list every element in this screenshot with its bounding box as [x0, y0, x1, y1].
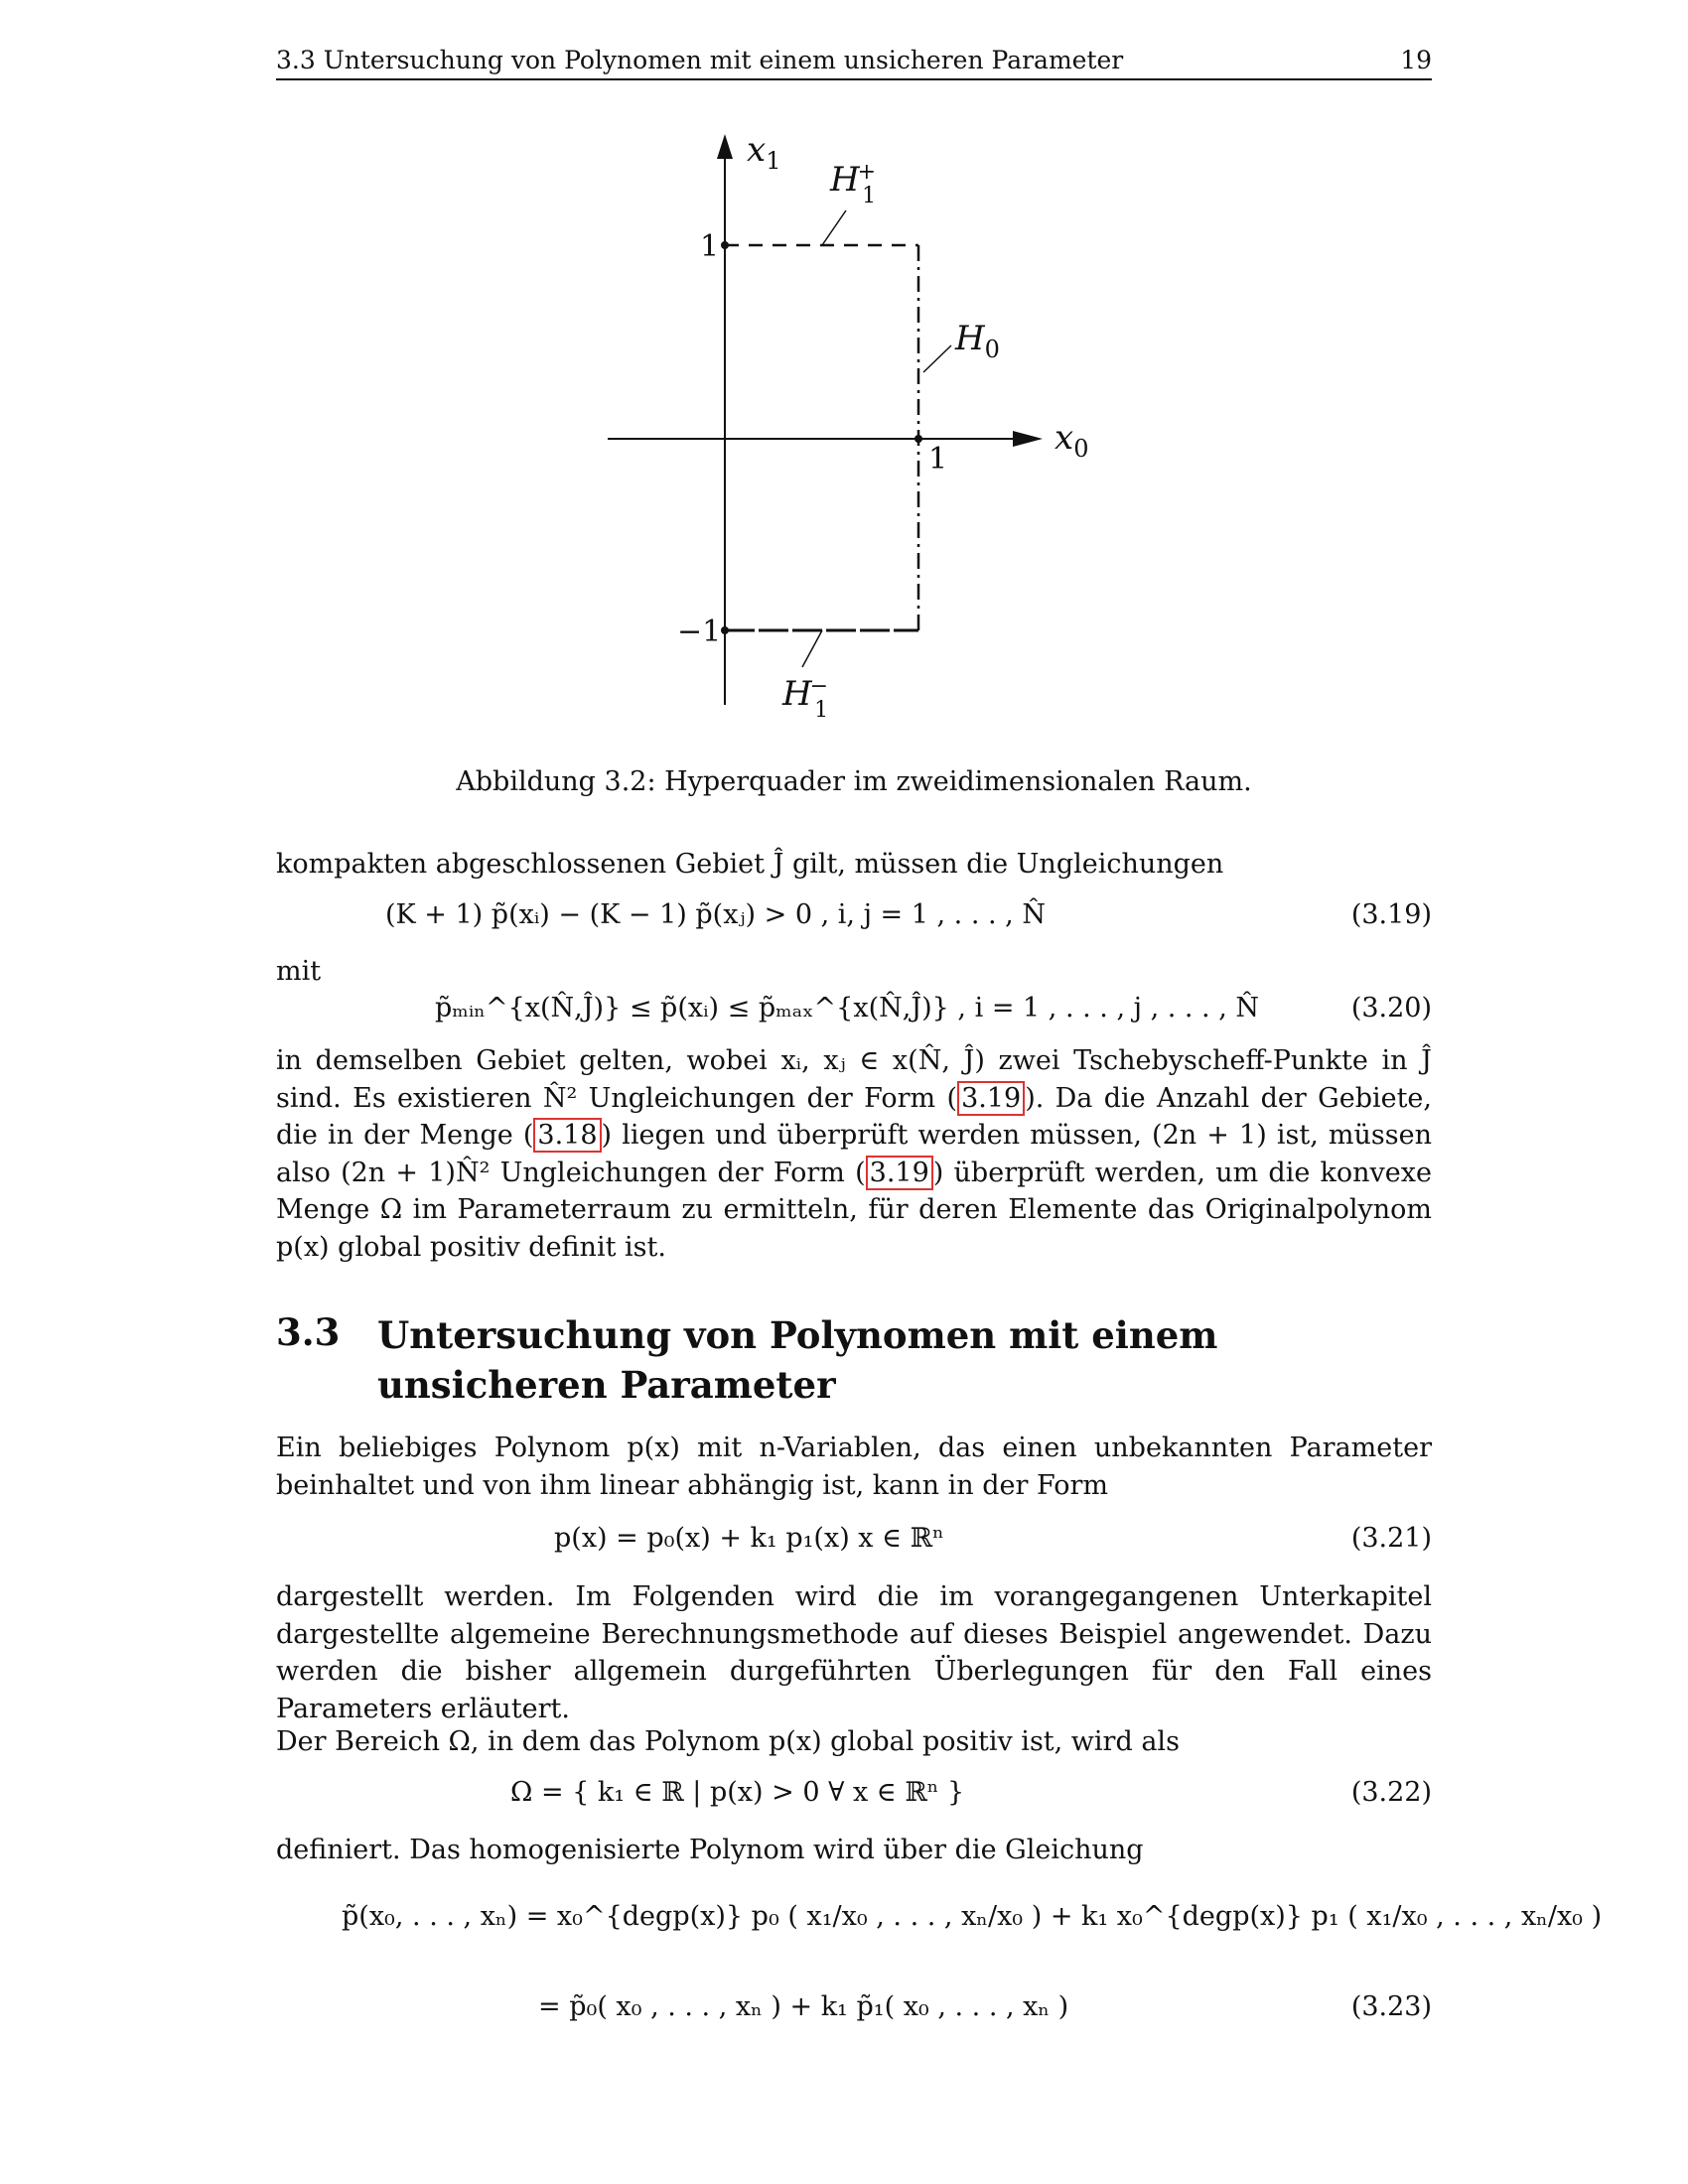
equation-3-20 [276, 993, 1432, 1032]
label-x0: $x_0$ [1055, 418, 1089, 463]
paragraph-part-a: in demselben Gebiet gelten, wobei xᵢ, xⱼ ∈ x(N̂, Ĵ) zwei Tschebyscheff-Punkte in Ĵ sind. Es existieren N̂² Ungleichungen der Form ( [276, 1045, 1432, 1114]
section-number: 3.3 [276, 1310, 341, 1354]
equation-3-19-body: (K + 1) p̃(xᵢ) − (K − 1) p̃(xⱼ) > 0 , i, j = 1 , . . . , N̂ [385, 899, 1046, 930]
point-y-pos [721, 241, 729, 249]
label-h1-minus: H− 1 [782, 674, 829, 723]
header-title: 3.3 Untersuchung von Polynomen mit einem unsicheren Parameter [276, 46, 1124, 74]
label-h1-plus: H+ 1 [830, 160, 877, 208]
equation-3-22 [276, 1777, 1432, 1817]
h1-plus-leader [822, 210, 846, 245]
equation-3-23-line-1 [276, 1901, 1603, 1941]
paragraph-bereich: Der Bereich Ω, in dem das Polynom p(x) global positiv ist, wird als [276, 1726, 1180, 1757]
label-h0: $H_0$ [955, 319, 1000, 363]
paragraph-definiert: definiert. Das homogenisierte Polynom wird über die Gleichung [276, 1835, 1144, 1865]
paragraph-dargestellt: dargestellt werden. Im Folgenden wird die im vorangegangenen Unterkapitel dargestellte algemeine Berechnungsmethode auf dieses Beispiel angewendet. Dazu werden die bisher allgemein durgeführten Überlegungen für den Fall eines Parameters erläutert. [276, 1581, 1432, 1724]
section-title: Untersuchung von Polynomen mit einem unsicheren Parameter [377, 1313, 1218, 1407]
equation-3-23-line-2 [276, 1991, 1432, 2031]
equation-3-23-line-1-body: p̃(x₀, . . . , xₙ) = x₀^{degp(x)} p₀ ( x₁/x₀ , . . . , xₙ/x₀ ) + k₁ x₀^{degp(x)} p₁ ( x₁/x₀ , . . . , xₙ/x₀ ) [342, 1901, 1603, 1932]
h1-minus-leader [802, 630, 822, 667]
tick-label-y-pos: 1 [700, 229, 720, 264]
ref-3-18-link[interactable]: 3.18 [533, 1118, 601, 1153]
figure-diagram [596, 129, 1152, 764]
equation-3-22-body: Ω = { k₁ ∈ ℝ | p(x) > 0 ∀ x ∈ ℝⁿ } [510, 1777, 965, 1808]
paragraph-intro: kompakten abgeschlossenen Gebiet Ĵ gilt, müssen die Ungleichungen [276, 849, 1224, 880]
equation-3-23-line-2-body: = p̃₀( x₀ , . . . , xₙ ) + k₁ p̃₁( x₀ , . . . , xₙ ) [538, 1991, 1069, 2022]
ref-3-19-link[interactable]: 3.19 [957, 1081, 1025, 1116]
equation-3-19-number: (3.19) [1350, 899, 1432, 930]
running-header [276, 46, 1432, 80]
figure-hyperquader [596, 129, 1152, 764]
paragraph-part-d: ) überprüft werden, um die konvexe Menge Ω im Parameterraum zu ermitteln, für deren Elemente das Originalpolynom p(x) global positiv definit ist. [276, 1157, 1432, 1263]
word-mit: mit [276, 956, 322, 987]
page-number: 19 [1400, 46, 1432, 74]
paragraph-part-b: ). Da die Anzahl der Gebiete, die in der Menge ( [276, 1082, 1432, 1151]
point-x-pos [914, 435, 922, 443]
equation-3-19 [276, 899, 1432, 939]
point-y-neg [721, 626, 729, 634]
ref-3-19-link-2[interactable]: 3.19 [866, 1156, 933, 1190]
equation-3-20-number: (3.20) [1350, 993, 1432, 1024]
y-axis-arrowhead [717, 134, 733, 159]
paragraph-tschebyscheff [276, 1042, 1432, 1266]
tick-label-y-neg: −1 [677, 614, 722, 649]
equation-3-21-number: (3.21) [1350, 1523, 1432, 1554]
equation-3-21-body: p(x) = p₀(x) + k₁ p₁(x) x ∈ ℝⁿ [554, 1523, 944, 1554]
tick-label-x-pos: 1 [928, 442, 948, 477]
equation-3-21 [276, 1523, 1432, 1563]
equation-3-20-body: p̃ₘᵢₙ^{x(N̂,Ĵ)} ≤ p̃(xᵢ) ≤ p̃ₘₐₓ^{x(N̂,Ĵ)} , i = 1 , . . . , j , . . . , N̂ [435, 993, 1260, 1024]
x-axis-arrowhead [1013, 431, 1043, 447]
equation-3-22-number: (3.22) [1350, 1777, 1432, 1808]
paragraph-part-c: ) liegen und überprüft werden müssen, (2n + 1) ist, müssen also (2n + 1)N̂² Ungleichungen der Form ( [276, 1120, 1432, 1188]
equation-3-23-number: (3.23) [1350, 1991, 1432, 2022]
label-x1: $x_1$ [747, 130, 781, 175]
paragraph-polynom: Ein beliebiges Polynom p(x) mit n-Variablen, das einen unbekannten Parameter beinhaltet und von ihm linear abhängig ist, kann in der Form [276, 1433, 1432, 1501]
figure-caption: Abbildung 3.2: Hyperquader im zweidimensionalen Raum. [456, 766, 1252, 797]
h0-leader [923, 345, 951, 372]
